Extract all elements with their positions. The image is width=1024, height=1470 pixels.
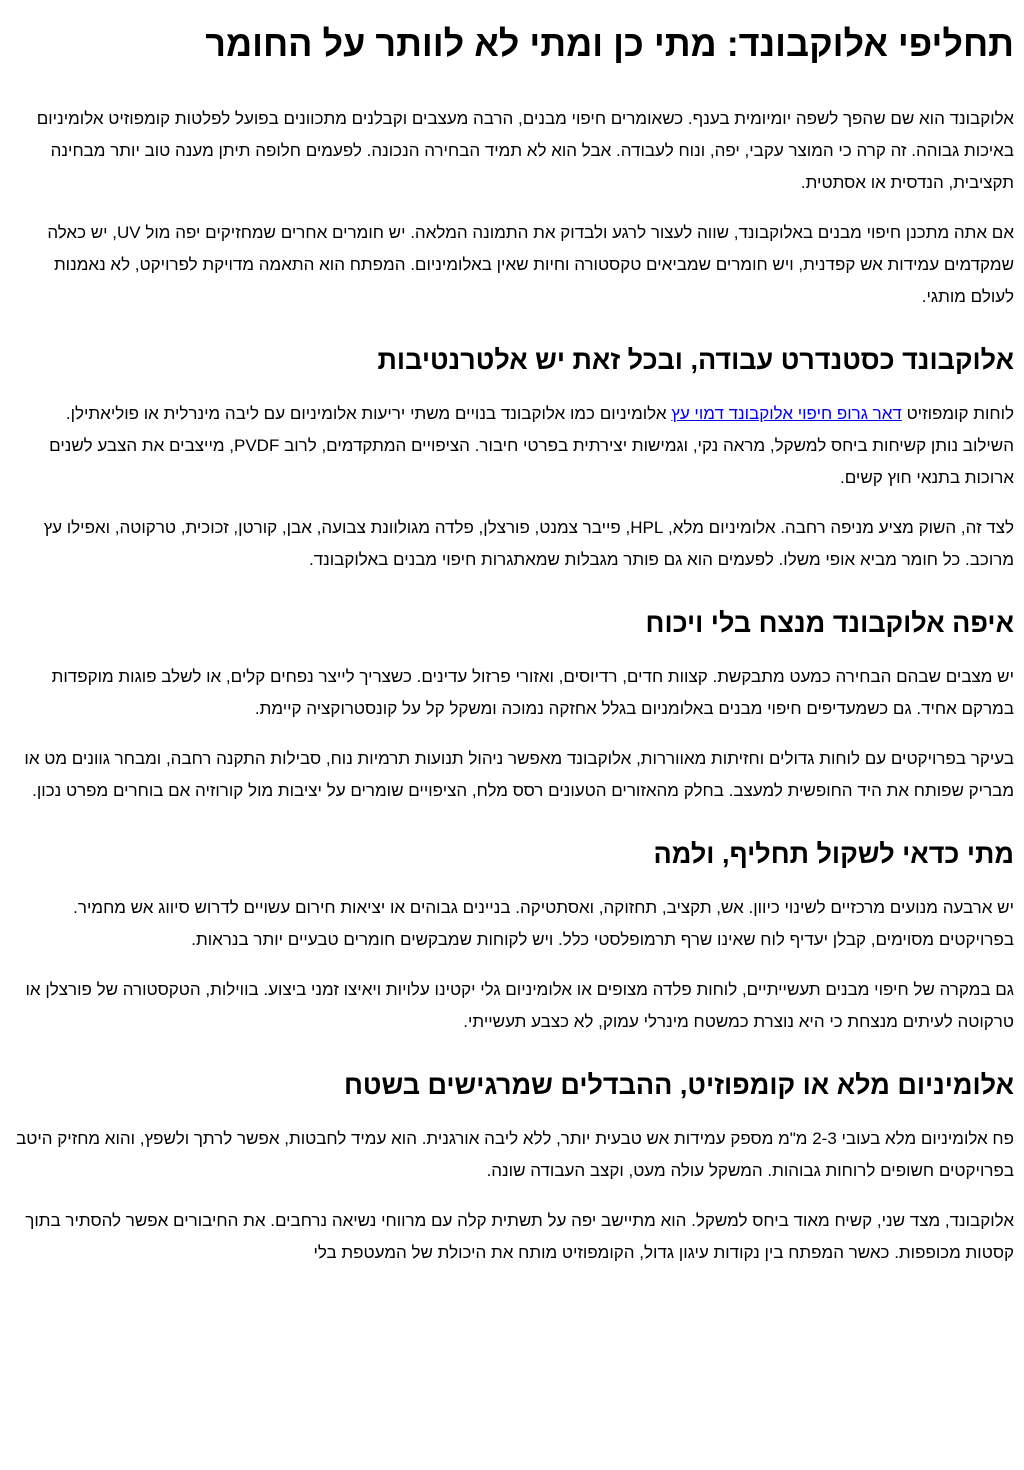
section-heading-solid-vs-composite: אלומיניום מלא או קומפוזיט, ההבדלים שמרגישים בשטח: [344, 1070, 1014, 1100]
section4-paragraph-1: פח אלומיניום מלא בעובי 2-3 מ"מ מספק עמידות אש טבעית יותר, ללא ליבה אורגנית. הוא עמיד לחבטות, אפשר לרתך ולשפץ, והוא מחזיק היטב בפרויקטים חשופים לרוחות גבוהות. המשקל עולה מעט, וקצב העבודה שונה.: [16, 1129, 1014, 1180]
section1-paragraph-2: לצד זה, השוק מציע מניפה רחבה. אלומיניום מלא, HPL, פייבר צמנט, פורצלן, פלדה מגולוונת צבועה, אבן, קורטן, זכוכית, טרקוטה, ואפילו עץ מרוכב. כל חומר מביא אופי משלו. לפעמים הוא גם פותר מגבלות שמאתגרות חיפוי מבנים באלוקבונד.: [43, 518, 1014, 569]
article: [0, 22, 1024, 1269]
intro-paragraph-1: אלוקבונד הוא שם שהפך לשפה יומיומית בענף. כשאומרים חיפוי מבנים, הרבה מעצבים וקבלנים מתכוונים בפועל לפלטות קומפוזיט אלומיניום באיכות גבוהה. זה קרה כי המוצר עקבי, יפה, ונוח לעבודה. אבל הוא לא תמיד הבחירה הנכונה. לפעמים חלופה תיתן מענה טוב יותר מבחינה תקציבית, הנדסית או אסתטית.: [36, 109, 1014, 192]
section1-paragraph-1-end: אלומיניום כמו אלוקבונד בנויים משתי יריעות אלומיניום עם ליבה מינרלית או פוליאתילן. השילוב נותן קשיחות ביחס למשקל, מראה נקי, וגמישות יצירתית בפרטי חיבור. הציפויים המתקדמים, לרוב PVDF, מייצבים את הצבע לשנים ארוכות בתנאי חוץ קשים.: [49, 404, 1014, 487]
page-title: תחליפי אלוקבונד: מתי כן ומתי לא לוותר על החומר: [205, 23, 1014, 64]
intro-paragraph-2: אם אתה מתכנן חיפוי מבנים באלוקבונד, שווה לעצור לרגע ולבדוק את התמונה המלאה. יש חומרים אחרים שמחזיקים יפה מול UV, יש כאלה שמקדמים עמידות אש קפדנית, ויש חומרים שמביאים טקסטורה וחיות שאין באלומיניום. המפתח הוא התאמה מדויקת לפרויקט, לא נאמנות לעולם מותגי.: [47, 223, 1014, 306]
section1-paragraph-1-start: לוחות קומפוזיט: [901, 404, 1014, 423]
section-heading-where-wins: איפה אלוקבונד מנצח בלי ויכוח: [645, 608, 1014, 638]
section3-paragraph-1: יש ארבעה מנועים מרכזיים לשינוי כיוון. אש, תקציב, תחזוקה, ואסתטיקה. בניינים גבוהים או יציאות חירום עשויים לדרוש סיווג אש מחמיר. בפרויקטים מסוימים, קבלן יעדיף לוח שאינו שרף תרמופלסטי כלל. ויש לקוחות שמבקשים חומרים טבעיים יותר בנראות.: [73, 898, 1014, 949]
section-heading-standard: אלוקבונד כסטנדרט עבודה, ובכל זאת יש אלטרנטיבות: [377, 345, 1014, 375]
section2-paragraph-1: יש מצבים שבהם הבחירה כמעט מתבקשת. קצוות חדים, רדיוסים, ואזורי פרזול עדינים. כשצריך לייצר נפחים קלים, או לשלב פוגות מוקפדות במרקם אחיד. גם כשמעדיפים חיפוי מבנים באלומניום בגלל אחזקה נמוכה ומשקל קל על קונסטרוקציה קיימת.: [51, 667, 1014, 718]
section1-paragraph-1: [12, 398, 1014, 494]
section2-paragraph-2: בעיקר בפרויקטים עם לוחות גדולים וחזיתות מאווררות, אלוקבונד מאפשר ניהול תנועות תרמיות נוח, סבילות התקנה רחבה, ומבחר גוונים מט או מבריק שפותח את היד החופשית למעצב. בחלק מהאזורים הטעונים רסס מלח, הציפויים שומרים על יציבות מול קורוזיה אם בוחרים מפרט נכון.: [24, 749, 1014, 800]
dar-group-link[interactable]: דאר גרופ חיפוי אלוקבונד דמוי עץ: [671, 404, 902, 423]
section-heading-when-alternative: מתי כדאי לשקול תחליף, ולמה: [653, 839, 1014, 869]
section3-paragraph-2: גם במקרה של חיפוי מבנים תעשייתיים, לוחות פלדה מצופים או אלומיניום גלי יקטינו עלויות ויאיצו זמני ביצוע. בווילות, הטקסטורה של פורצלן או טרקוטה לעיתים מנצחת כי היא נוצרת כמשטח מינרלי עמוק, לא כצבע תעשייתי.: [25, 980, 1014, 1031]
section4-paragraph-2: אלוקבונד, מצד שני, קשיח מאוד ביחס למשקל. הוא מתיישב יפה על תשתית קלה עם מרווחי נשיאה נרחבים. את החיבורים אפשר להסתיר בתוך קסטות מכופפות. כאשר המפתח בין נקודות עיגון גדול, הקומפוזיט מותח את היכולת של המעטפת בלי: [25, 1211, 1014, 1262]
